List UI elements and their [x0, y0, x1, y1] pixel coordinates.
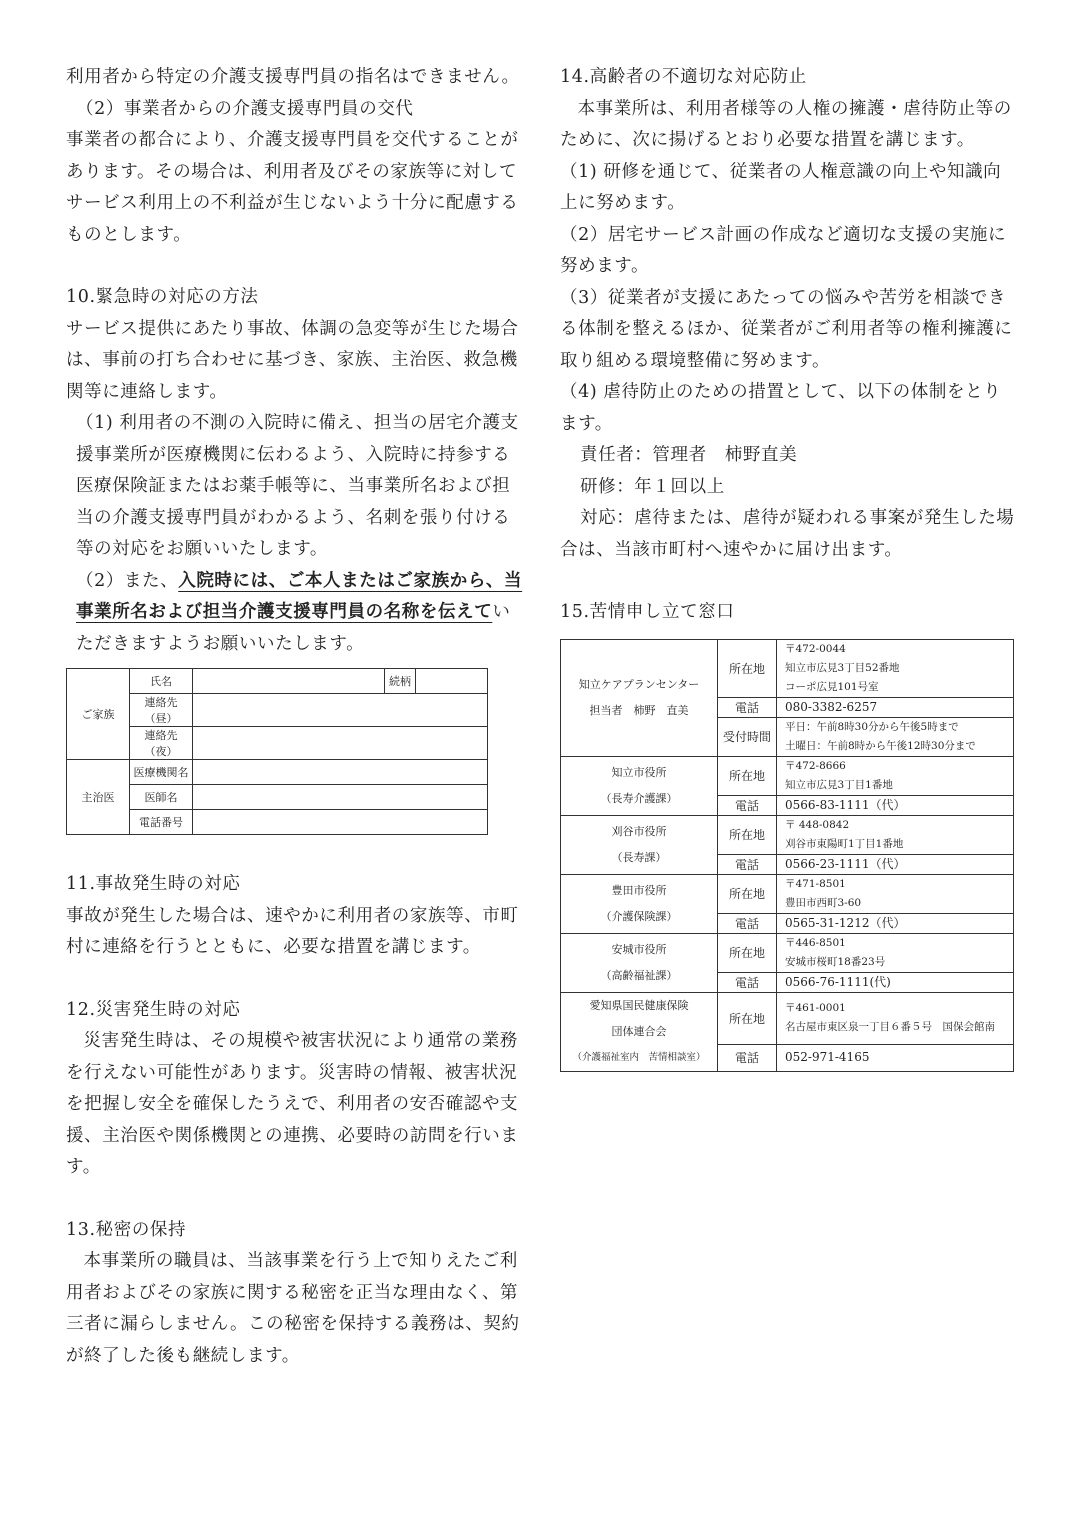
paragraph: 利用者から特定の介護支援専門員の指名はできません。 [66, 67, 520, 87]
paragraph: 事業者の都合により、介護支援専門員を交代することがあります。その場合は、利用者及びその家族等に対してサービス利用上の不利益が生じないよう十分に配慮するものとします。 [66, 130, 519, 245]
paragraph: （3）従業者が支援にあたっての悩みや苦労を相談できる体制を整えるほか、従業者がご利用者等の権利擁護に取り組める環境整備に努めます。 [560, 287, 1013, 371]
field-label: 所在地 [718, 992, 777, 1044]
office-name [561, 815, 718, 874]
field-value-line: 平日：午前8時30分から午後5時まで [785, 720, 959, 733]
table-row [561, 815, 1014, 854]
section-title-14: 14.高齢者の不適切な対応防止 [560, 67, 807, 87]
table-label: 氏名 [130, 669, 193, 694]
paragraph: （1) 利用者の不測の入院時に備え、担当の居宅介護支援事業所が医療機関に伝わるよう、入院時に持参する医療保険証またはお薬手帳等に、当事業所名および担当の介護支援専門員がわかるよう、名刺を張り付ける等の対応をお願いいたします。 [76, 413, 519, 559]
section-title-13: 13.秘密の保持 [66, 1219, 187, 1240]
table-label: 続柄 [385, 669, 416, 694]
field-value [777, 815, 1014, 854]
paragraph: 本事業所は、利用者様等の人権の擁護・虐待防止等のために、次に揚げるとおり必要な措置を講じます。 [560, 98, 1012, 150]
text: いただきますようお願いいたします。 [76, 602, 511, 654]
field-value-line: 0566-76-1111(代) [785, 974, 891, 989]
field-value-line: 安城市桜町18番23号 [785, 955, 886, 968]
field-label: 所在地 [718, 933, 777, 972]
field-value [777, 874, 1014, 913]
field-value [777, 933, 1014, 972]
field-label: 電話 [718, 697, 777, 717]
field-label: 所在地 [718, 874, 777, 913]
office-name-line: 刈谷市役所 [611, 824, 667, 838]
field-value-line: 080-3382-6257 [785, 699, 878, 714]
table-input-cell[interactable] [193, 694, 488, 727]
paragraph: （2）居宅サービス計画の作成など適切な支援の実施に努めます。 [560, 224, 1007, 276]
text: （2）また、 [76, 570, 179, 591]
field-value [777, 639, 1014, 697]
paragraph: （1) 研修を通じて、従業者の人権意識の向上や知識向上に努めます。 [560, 161, 1002, 213]
field-value-line: 0565-31-1212（代） [785, 915, 906, 930]
field-value-line: 知立市広見3丁目52番地 [785, 661, 900, 674]
table-row [561, 992, 1014, 1044]
field-value-line: 豊田市西町3-60 [785, 896, 862, 909]
complaint-contact-table [560, 639, 1014, 1072]
field-value-line: 〒446-8501 [785, 936, 846, 949]
table-label: 医師名 [130, 785, 193, 810]
table-input-cell[interactable] [193, 760, 488, 785]
field-value [777, 795, 1014, 815]
paragraph [66, 566, 524, 661]
paragraph: 本事業所の職員は、当該事業を行う上で知りえたご利用者およびその家族に関する秘密を正当な理由なく、第三者に漏らしません。この秘密を保持する義務は、契約が終了した後も継続します。 [66, 1251, 520, 1366]
section-title-11: 11.事故発生時の対応 [66, 874, 241, 894]
field-value-line: 土曜日：午前8時から午後12時30分まで [785, 739, 976, 752]
field-value-line: コーポ広見101号室 [785, 680, 879, 693]
family-contact-table [66, 668, 488, 835]
office-name-line: （高齢福祉課） [600, 968, 678, 982]
field-value-line: 〒472-8666 [785, 759, 846, 772]
field-value-line: 知立市広見3丁目1番地 [785, 778, 893, 791]
paragraph: 災害発生時は、その規模や被害状況により通常の業務を行えない可能性があります。災害時の情報、被害状況を把握し安全を確保したうえで、利用者の安否確認や支援、主治医や関係機関との連携、必要時の訪問を行います。 [66, 1031, 519, 1177]
table-input-cell[interactable] [193, 810, 488, 835]
table-label: 電話番号 [130, 810, 193, 835]
paragraph: （4) 虐待防止のための措置として、以下の体制をとります。 [560, 382, 1002, 434]
right-column [560, 62, 1018, 1072]
office-name-line: （介護保険課） [600, 909, 678, 923]
office-name-line: 知立市役所 [611, 765, 667, 779]
field-label: 電話 [718, 913, 777, 933]
field-value-line: 〒 448-0842 [785, 818, 850, 831]
paragraph: 対応：虐待または、虐待が疑われる事案が発生した場合は、当該市町村へ速やかに届け出ます。 [560, 508, 1015, 560]
table-label: 連絡先（夜） [130, 727, 193, 760]
table-row [561, 756, 1014, 795]
table-label: 医療機関名 [130, 760, 193, 785]
field-value-line: 052-971-4165 [785, 1050, 870, 1065]
field-label: 電話 [718, 972, 777, 992]
left-column [66, 62, 524, 1372]
field-value-line: 0566-83-1111（代） [785, 797, 906, 812]
section-title-15: 15.苦情申し立て窓口 [560, 602, 735, 622]
office-name [561, 933, 718, 992]
table-group-label: 主治医 [67, 760, 130, 835]
field-value [777, 992, 1014, 1044]
field-label: 電話 [718, 1044, 777, 1071]
field-value-line: 刈谷市東陽町1丁目1番地 [785, 837, 904, 850]
field-value [777, 756, 1014, 795]
table-input-cell[interactable] [193, 785, 488, 810]
field-label: 所在地 [718, 815, 777, 854]
section-title-12: 12.災害発生時の対応 [66, 999, 241, 1020]
office-name-line: 愛知県国民健康保険 [589, 998, 689, 1012]
field-label: 電話 [718, 854, 777, 874]
field-value-line: 〒471-8501 [785, 877, 846, 890]
field-value-line: 〒472-0044 [785, 642, 846, 655]
office-name [561, 756, 718, 815]
table-label: 連絡先（昼） [130, 694, 193, 727]
emphasis-text: 入院時には、ご本人またはご家族から、当事業所名および担当介護支援専門員の名称を伝えて [76, 570, 523, 622]
office-name-line: 知立ケアプランセンター [578, 677, 700, 691]
office-name-line: 豊田市役所 [611, 883, 667, 897]
table-row [561, 639, 1014, 697]
field-label: 所在地 [718, 756, 777, 795]
office-name [561, 874, 718, 933]
office-name-line: 担当者 柿野 直美 [589, 703, 689, 717]
office-name-line: （長寿介護課） [600, 791, 678, 805]
subheading: （2）事業者からの介護支援専門員の交代 [76, 98, 414, 119]
office-name-line: 団体連合会 [611, 1024, 667, 1038]
field-value [777, 972, 1014, 992]
field-label: 電話 [718, 795, 777, 815]
office-name-line: （長寿課） [611, 850, 667, 864]
table-group-label: ご家族 [67, 669, 130, 760]
field-label: 受付時間 [718, 717, 777, 756]
office-name [561, 992, 718, 1071]
field-value [777, 854, 1014, 874]
paragraph: サービス提供にあたり事故、体調の急変等が生じた場合は、事前の打ち合わせに基づき、家族、主治医、救急機関等に連絡します。 [66, 318, 519, 402]
responsible-person: 責任者：管理者 柿野直美 [580, 445, 798, 465]
training-frequency: 研修：年１回以上 [580, 476, 725, 497]
field-value-line: 名古屋市東区泉一丁目６番５号 国保会館南 [785, 1021, 995, 1034]
office-name-line: （介護福祉室内 苦情相談室） [572, 1051, 706, 1063]
section-title-10: 10.緊急時の対応の方法 [66, 287, 259, 307]
paragraph: 事故が発生した場合は、速やかに利用者の家族等、市町村に連絡を行うとともに、必要な措置を講じます。 [66, 905, 519, 957]
field-label: 所在地 [718, 639, 777, 697]
field-value [777, 697, 1014, 717]
table-row [561, 874, 1014, 913]
field-value-line: 0566-23-1111（代） [785, 856, 906, 871]
field-value [777, 717, 1014, 756]
office-name-line: 安城市役所 [611, 942, 667, 956]
table-input-cell[interactable] [193, 669, 385, 694]
table-input-cell[interactable] [193, 727, 488, 760]
table-input-cell[interactable] [416, 669, 488, 694]
table-row [561, 933, 1014, 972]
office-name [561, 639, 718, 756]
field-value [777, 913, 1014, 933]
field-value-line: 〒461-0001 [785, 1002, 846, 1015]
field-value [777, 1044, 1014, 1071]
